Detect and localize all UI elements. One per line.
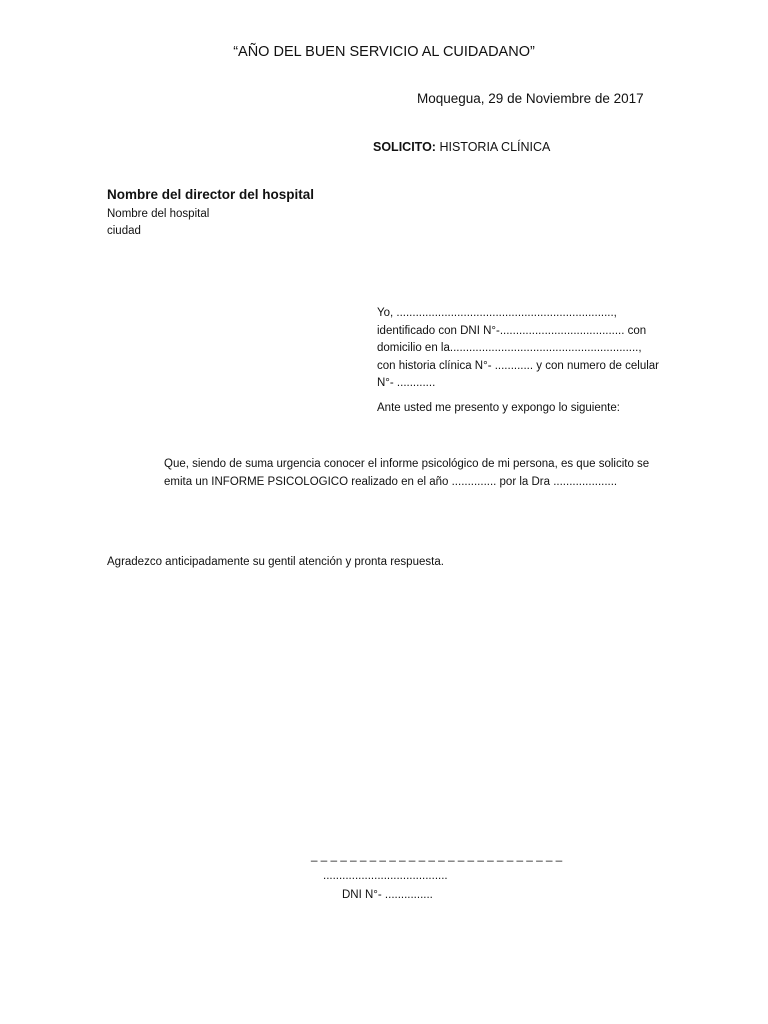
statement: Ante usted me presento y expongo lo siguiente: xyxy=(377,402,620,414)
applicant-line: Yo, ...................................................................., xyxy=(377,307,617,319)
request-line: emita un INFORME PSICOLOGICO realizado en el año .............. por la Dra .................... xyxy=(164,475,618,488)
recipient-hospital: Nombre del hospital xyxy=(107,208,210,220)
signature-line: _ _ _ _ _ _ _ _ _ _ _ _ _ _ _ _ _ _ _ _ _ _ _ _ _ _ xyxy=(311,850,563,862)
request-paragraph xyxy=(164,456,664,491)
subject-value: HISTORIA CLÍNICA xyxy=(439,140,551,154)
subject-label: SOLICITO: xyxy=(373,140,436,154)
applicant-line: identificado con DNI N°-....................................... con xyxy=(377,324,647,337)
request-line: Que, siendo de suma urgencia conocer el informe psicológico de mi persona, es que solicito se xyxy=(164,458,650,470)
header-title: “AÑO DEL BUEN SERVICIO AL CUIDADANO” xyxy=(233,44,535,60)
subject-line xyxy=(373,140,550,154)
recipient-city: ciudad xyxy=(107,225,141,237)
recipient-name: Nombre del director del hospital xyxy=(107,187,315,202)
applicant-line: N°- ............ xyxy=(377,377,436,389)
applicant-line: con historia clínica N°- ............ y con numero de celular xyxy=(377,359,659,372)
signature-name-placeholder: ....................................... xyxy=(323,870,448,882)
signature-dni: DNI N°- ............... xyxy=(342,889,433,901)
applicant-block xyxy=(377,305,677,393)
thanks-line: Agradezco anticipadamente su gentil atención y pronta respuesta. xyxy=(107,556,444,568)
place-date: Moquegua, 29 de Noviembre de 2017 xyxy=(417,91,644,106)
applicant-line: domicilio en la..........................................................., xyxy=(377,342,642,354)
